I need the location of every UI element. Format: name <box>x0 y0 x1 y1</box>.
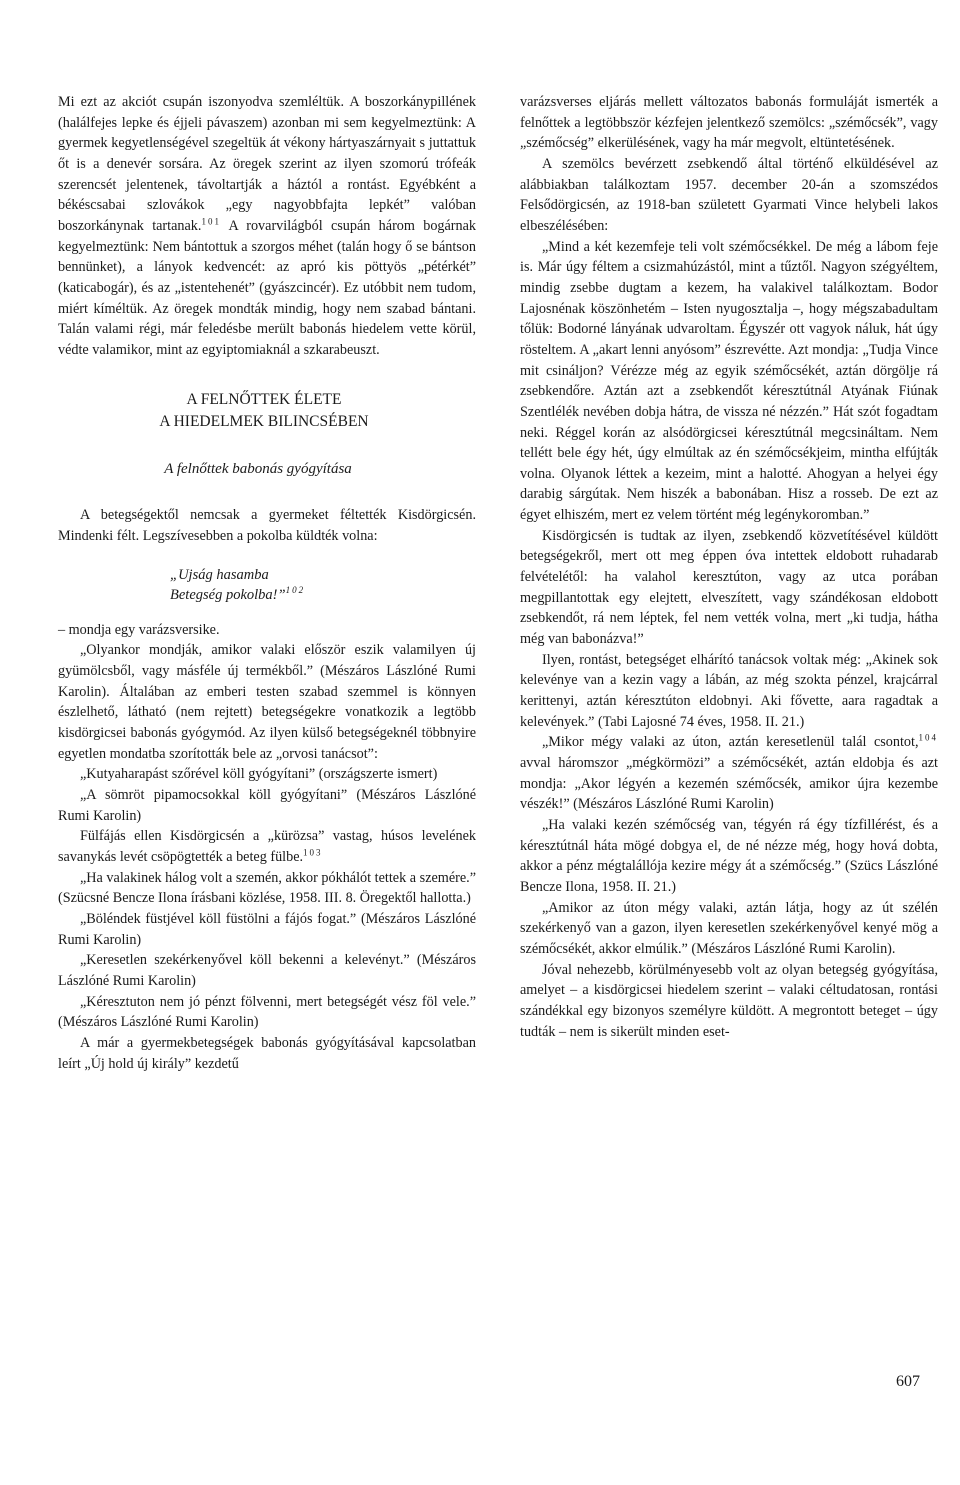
paragraph: A betegségektől nemcsak a gyermeket féltették Kisdörgicsén. Mindenki félt. Legszívesebben a pokolba küldték volna: <box>58 507 476 544</box>
paragraph: „Kutyaharapást szőrével köll gyógyítani” (országszerte ismert) <box>80 766 438 783</box>
verse <box>170 565 476 606</box>
paragraph: „Kéresztuton nem jó pénzt fölvenni, mert betegségét vész föl vele.” (Mészáros Lászlóné Rumi Karolin) <box>58 993 476 1031</box>
verse-line: „Ujság hasamba <box>170 566 269 583</box>
paragraph: „A sömröt pipamocsokkal köll gyógyítani” (Mészáros Lászlóné Rumi Karolin) <box>58 787 476 824</box>
paragraph: „Olyankor mondják, amikor valaki először eszik valamilyen új gyümölcsből, vagy másféle új termékből.” (Mészáros Lászlóné Rumi Karolin). Általában az emberi testen szabad szemmel is könnyen észlelhető, látható (nem rejtett) betegségekre vonatkozik a legtöbb kisdörgicsei babonás gyógymód. Az ilyen külső betegségeknél többnyire egyetlen mondatba szorították bele az „orvosi tanácsot”: <box>58 642 476 762</box>
paragraph: „Mind a két kezemfeje teli volt szémőcsékkel. De még a lábom feje is. Már úgy féltem a csizmahúzástól, mint a tűztől. Nagyon szégyéltem, mindig zsebbe dugtam a kezem, ha valakivel találkoztam. Bodor Lajosnénak köszönhetém – Isten nyugosztalja –, hogy mégszabadultam tőlük: Bodorné lányának udvaroltam. Égyszér ott vagyok náluk, hát úgy rösteltem. A „akart lenni anyósom” észrevétte. Azt mondja: „Tudja Vince mit csináljon? Vérézze még az egyik szémőcsékét, aztán dörgölje rá zsebkendőre. Aztán azt a zsebkendőt kéresztútnál Atyának Fiúnak Szentlélék nevében dobja hátra, de vissza né nézzén.” Hát szót fogadtam neki. Réggel korán az alsódörgicsei kéresztútnál megcsináltam. Nem tellétt bele égy hét, úgy elmúltak az én szémőcsékjeim, mintha elfújták volna. Olyanok léttek a kezeim, mint a halotté. Ahogyan a helyei égy darabig sárgútak. Nem hiszék a babonában. Hisz a rosseb. De ezt az égyet elhiszém, mert ez velem történt még legénykoromban.” <box>520 238 938 524</box>
section-heading <box>58 389 476 433</box>
paragraph: „Ha valakinek hálog volt a szemén, akkor pókhálót tettek a szemére.” (Szücsné Bencze Ilona írásbani közlése, 1958. III. 8. Öregektől hallotta.) <box>58 869 476 907</box>
paragraph: „Keresetlen szekérkenyővel köll bekenni a kelevényt.” (Mészáros Lászlóné Rumi Karolin) <box>58 952 476 989</box>
verse-line: Betegség pokolba!” <box>170 587 286 604</box>
right-column <box>520 92 938 1042</box>
footnote-ref: 101 <box>201 216 221 227</box>
paragraph: Mi ezt az akciót csupán iszonyodva szemléltük. A boszorkánypillének (halálfejes lepke és éjjeli pávaszem) azonban mi sem kegyelmeztünk: A gyermek kegyetlenségével szegeltük át vékony hártyaszárnyait s juttattuk őt is a denevér sorsára. Az öregek szerint az ilyen szomorú trófeák szerencsét jelentenek, távoltartják a háztól a rontást. Egyébként a békéscsabai szlovákok „egy nagyobbfajta lepkét” valóban boszorkánynak tartanak.$^{101}$ A rovarvilágból csupán három bogárnak kegyelmeztünk: Nem bántottuk a szorgos méhet (talán hogy ő se bántson bennünket), a lányok kedvencét: az apró kis pöttyös „pétérkét” (katicabogár), és az „istentehenét” (gyászcincér). Ez utóbbit nem tudom, miért kíméltük. Az öregek mondták mindig, hogy nem szabad bántani. Talán valami régi, már feledésbe merült babonás hiedelem vette körül, védte valamikor, mint az egyiptomiaknál a szkarabeuszt. <box>58 94 477 358</box>
paragraph: „Ha valaki kezén szémőcség van, tégyén rá égy tízfillérést, és a kéresztútnál háta mögé dobgya el, de né nézze még, hogy hová dobta, akkor a pénz mégtalállója kezire mégy át a szémőcség.” (Szücs Lászlóné Bencze Ilona, 1958. II. 21.) <box>520 816 938 895</box>
section-subheading: A felnőttek babonás gyógyítása <box>164 460 352 477</box>
heading-line: A FELNŐTTEK ÉLETE <box>186 390 342 408</box>
paragraph: Ilyen, rontást, betegséget elhárító tanácsok voltak még: „Akinek sok kelevénye van a kezin vagy a lábán, az még szokta pénzel, krajcárral kerittenyi, aztán kéresztúton eldobnyi. Aki fővette, aara ragadtak a kelevények.” (Tabi Lajosné 74 éves, 1958. II. 21.) <box>520 651 938 730</box>
heading-line: A HIEDELMEK BILINCSÉBEN <box>159 412 369 430</box>
paragraph: – mondja egy varázsversike. <box>58 621 220 638</box>
paragraph: Kisdörgicsén is tudtak az ilyen, zsebkendő közvetítésével küldött betegségekről, mert ott meg éppen óva intettek eldobott ruhadarab felvételétől: ha valahol keresztúton, vagy az utca porában megpillantottak egy elejtett, elveszített, vagy szándékosan eldobott zsebkendőt, rá nem léptek, fel nem vették volna, mert „ki tudja, hátha még van babonázva!” <box>520 527 938 648</box>
paragraph: „Mikor mégy valaki az úton, aztán keresetlenül talál csontot,$^{104}$ avval háromszor „mégkörmözi” a szémőcsékét, aztán eldobja és azt mondja: „Akor légyén a kezemén szémőcsék, amikor újra kezembe vészék!” (Mészáros Lászlóné Rumi Karolin) <box>520 732 938 813</box>
paragraph: Jóval nehezebb, körülményesebb volt az olyan betegség gyógyítása, amelyet – a kisdörgicsei hiedelem szerint – valaki céltudatosan, rontási szándékkal egy bizonyos személyre küldött. A megrontott beteget – úgy tudták – nem is sikerült minden eset- <box>520 961 938 1040</box>
footnote-ref: 103 <box>303 847 323 858</box>
left-column <box>58 92 476 1074</box>
footnote-ref: 102 <box>285 585 306 596</box>
paragraph: A már a gyermekbetegségek babonás gyógyításával kapcsolatban leírt „Új hold új király” kezdetű <box>58 1034 476 1072</box>
paragraph: „Böléndek füstjével köll füstölni a fájós fogat.” (Mészáros Lászlóné Rumi Karolin) <box>58 911 476 948</box>
paragraph: varázsverses eljárás mellett változatos babonás formuláját ismerték a felnőttek a legtöbbször kézfejen jelentkező szemölcs: „szémőcsék”, vagy „szémőcség” elkerülésének, vagy ha már megvolt, eltüntetésének. <box>520 94 938 152</box>
footnote-ref: 104 <box>918 732 938 743</box>
page-number: 607 <box>896 1373 920 1390</box>
paragraph: „Amikor az úton mégy valaki, aztán látja, hogy az út szélén szekérkenyő van a gazon, ilyen keresetlen szekérkenyővel kenyé mög a szémőcsékét, akkor elmúlik.” (Mészáros Lászlóné Rumi Karolin). <box>520 899 938 957</box>
paragraph: A szemölcs bevérzett zsebkendő által történő elküldésével az alábbiakban találkoztam 1957. december 20-án a szomszédos Felsődörgicsén, az 1918-ban született Gyarmati Vince helybeli lakos elbeszélésében: <box>520 155 938 234</box>
paragraph: Fülfájás ellen Kisdörgicsén a „kürözsa” vastag, húsos levelének savanykás levét csöpögtették a beteg fülbe.$^{103}$ <box>58 828 476 866</box>
